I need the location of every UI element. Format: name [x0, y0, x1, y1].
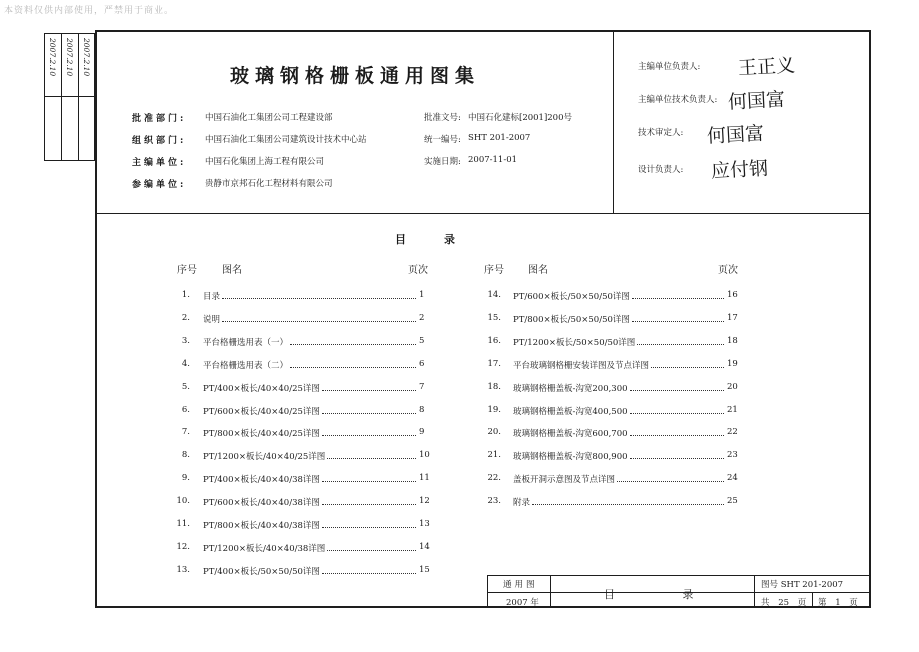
toc-entry-page: 1: [419, 290, 425, 300]
signature-1: 王正义: [737, 54, 796, 80]
toc-entry-title: 说明: [203, 314, 221, 325]
toc-entry-number: 20.: [487, 427, 501, 438]
toc-entry-number: 1.: [181, 290, 190, 300]
toc-entry-page: 15: [419, 564, 430, 575]
toc-entry-page: 25: [727, 496, 738, 507]
organizer-label: 组织部门:: [132, 136, 187, 146]
toc-entry-title: PT/800×板长/40×40/25详图: [203, 429, 320, 440]
toc-entry-page: 17: [727, 312, 738, 323]
collection-year: 2007 年: [506, 598, 539, 608]
toc-dot-leader: [630, 435, 724, 436]
toc-dot-leader: [322, 527, 416, 528]
toc-dot-leader: [322, 481, 416, 482]
toc-entry-number: 7.: [181, 427, 190, 438]
left-col-no-header: 序号: [177, 265, 197, 276]
unified-no-value: SHT 201-2007: [468, 133, 531, 143]
toc-entry-number: 10.: [176, 496, 190, 507]
drawing-number: 图号 SHT 201-2007: [761, 580, 844, 590]
toc-dot-leader: [290, 344, 416, 345]
toc-entry-number: 21.: [487, 450, 501, 461]
toc-entry-title: PT/800×板长/50×50/50详图: [513, 314, 630, 325]
resp-label-3: 技术审定人:: [638, 128, 684, 138]
toc-entry-number: 11.: [176, 519, 190, 529]
unified-no-label: 统一编号:: [424, 135, 461, 145]
signature-3: 何国富: [706, 122, 765, 148]
toc-entry-number: 17.: [487, 358, 501, 369]
resp-label-2: 主编单位技术负责人:: [638, 95, 718, 105]
signature-2: 何国富: [727, 88, 786, 114]
toc-entry-number: 4.: [181, 358, 190, 369]
toc-dot-leader: [327, 458, 416, 459]
toc-entry-title: PT/1200×板长/50×50/50详图: [513, 337, 636, 348]
toc-dot-leader: [222, 321, 416, 322]
toc-entry-title: 平台玻璃钢格栅安装详图及节点详图: [513, 360, 650, 371]
toc-entry-title: PT/400×板长/40×40/38详图: [203, 475, 320, 486]
co-editor-value: 贵静市京邦石化工程材料有限公司: [205, 179, 333, 189]
toc-entry-number: 5.: [181, 381, 190, 392]
toc-entry-title: PT/800×板长/40×40/38详图: [203, 521, 320, 531]
toc-entry-page: 2: [419, 312, 425, 323]
toc-entry-page: 22: [727, 427, 738, 438]
toc-entry-title: 附录: [513, 498, 531, 509]
toc-entry-title: PT/400×板长/40×40/25详图: [203, 383, 320, 394]
signature-4: 应付钢: [710, 157, 769, 183]
toc-entry-title: 平台格栅选用表（一）: [203, 337, 289, 348]
toc-entry-page: 11: [419, 473, 430, 484]
resp-label-4: 设计负责人:: [638, 165, 684, 175]
toc-entry-page: 18: [727, 335, 738, 346]
toc-entry-page: 9: [419, 427, 425, 438]
toc-dot-leader: [532, 504, 724, 505]
effective-date-value: 2007-11-01: [468, 155, 518, 165]
toc-entry-page: 10: [419, 450, 430, 461]
page-title: 玻璃钢格栅板通用图集: [230, 65, 481, 87]
toc-heading: 目录: [395, 233, 493, 246]
toc-entry-page: 19: [727, 358, 738, 369]
toc-dot-leader: [222, 298, 416, 299]
effective-date-label: 实施日期:: [424, 157, 461, 167]
toc-entry-page: 6: [419, 358, 425, 369]
right-col-name-header: 图名: [528, 265, 548, 276]
resp-label-1: 主编单位负责人:: [638, 62, 701, 72]
approval-dept-value: 中国石油化工集团公司工程建设部: [205, 113, 333, 123]
toc-entry-title: 玻璃钢格栅盖板-沟宽400,500: [513, 406, 628, 417]
toc-entry-page: 23: [727, 450, 738, 461]
toc-entry-title: 玻璃钢格栅盖板-沟宽600,700: [513, 429, 628, 440]
approval-no-value: 中国石化建标[2001]200号: [468, 113, 572, 123]
co-editor-label: 参编单位:: [132, 180, 187, 190]
toc-entry-page: 21: [727, 404, 738, 415]
toc-dot-leader: [322, 504, 416, 505]
toc-dot-leader: [322, 390, 416, 391]
left-col-page-header: 页次: [408, 265, 428, 276]
watermark-text: 本资料仅供内部使用，严禁用于商业。: [4, 6, 175, 16]
toc-entry-number: 3.: [181, 335, 190, 346]
toc-entry-page: 14: [419, 541, 430, 552]
toc-entry-page: 5: [419, 335, 425, 346]
toc-dot-leader: [630, 390, 724, 391]
header-divider: [95, 213, 871, 214]
left-col-name-header: 图名: [222, 265, 242, 276]
toc-entry-page: 12: [419, 496, 430, 507]
strip-date-2: 2007.2.10: [65, 38, 74, 77]
sheet-number: 第 1 页: [818, 598, 858, 608]
toc-entry-number: 19.: [487, 404, 501, 415]
toc-dot-leader: [327, 550, 416, 551]
strip-date-3: 2007.2.10: [82, 38, 91, 77]
sheet-title: 目 录: [604, 588, 696, 601]
toc-entry-page: 13: [419, 519, 430, 529]
toc-entry-title: PT/600×板长/50×50/50详图: [513, 292, 630, 302]
toc-dot-leader: [632, 298, 724, 299]
toc-entry-title: PT/600×板长/40×40/38详图: [203, 498, 320, 509]
total-pages: 共 25 页: [761, 598, 807, 608]
chief-editor-label: 主编单位:: [132, 158, 187, 168]
toc-entry-number: 22.: [487, 473, 501, 484]
toc-dot-leader: [632, 321, 724, 322]
toc-entry-number: 8.: [181, 450, 190, 461]
toc-entry-page: 8: [419, 404, 425, 415]
toc-entry-title: 玻璃钢格栅盖板-沟宽800,900: [513, 452, 628, 463]
toc-dot-leader: [617, 481, 724, 482]
signature-strip: [44, 33, 95, 161]
toc-entry-number: 6.: [181, 404, 190, 415]
toc-entry-page: 20: [727, 381, 738, 392]
organizer-value: 中国石油化工集团公司建筑设计技术中心站: [205, 135, 367, 145]
toc-entry-number: 15.: [487, 312, 501, 323]
strip-date-1: 2007.2.10: [48, 38, 57, 77]
right-col-no-header: 序号: [484, 265, 504, 276]
toc-dot-leader: [651, 367, 724, 368]
toc-entry-number: 18.: [487, 381, 501, 392]
toc-entry-page: 24: [727, 473, 738, 484]
toc-dot-leader: [322, 435, 416, 436]
toc-entry-page: 7: [419, 381, 425, 392]
header-vertical-divider: [613, 30, 614, 213]
toc-entry-title: 玻璃钢格栅盖板-沟宽200,300: [513, 383, 628, 394]
toc-entry-title: PT/1200×板长/40×40/38详图: [203, 543, 326, 554]
toc-entry-number: 14.: [487, 290, 501, 300]
toc-entry-number: 23.: [487, 496, 501, 507]
toc-dot-leader: [637, 344, 724, 345]
toc-entry-title: PT/1200×板长/40×40/25详图: [203, 452, 326, 463]
toc-entry-title: 目录: [203, 292, 221, 302]
collection-label: 通用图: [503, 580, 538, 590]
toc-entry-title: 平台格栅选用表（二）: [203, 360, 289, 371]
toc-dot-leader: [322, 413, 416, 414]
approval-no-label: 批准文号:: [424, 113, 461, 123]
toc-entry-title: PT/400×板长/50×50/50详图: [203, 566, 320, 577]
toc-entry-page: 16: [727, 290, 738, 300]
toc-entry-title: 盖板开洞示意图及节点详图: [513, 475, 616, 486]
toc-entry-title: PT/600×板长/40×40/25详图: [203, 406, 320, 417]
toc-entry-number: 9.: [181, 473, 190, 484]
right-col-page-header: 页次: [718, 265, 738, 276]
toc-dot-leader: [630, 413, 724, 414]
toc-entry-number: 13.: [176, 564, 190, 575]
toc-dot-leader: [322, 573, 416, 574]
toc-entry-number: 2.: [181, 312, 190, 323]
toc-dot-leader: [290, 367, 416, 368]
toc-entry-number: 16.: [487, 335, 501, 346]
toc-dot-leader: [630, 458, 724, 459]
approval-dept-label: 批准部门:: [132, 114, 187, 124]
toc-entry-number: 12.: [176, 541, 190, 552]
chief-editor-value: 中国石化集团上海工程有限公司: [205, 157, 325, 167]
